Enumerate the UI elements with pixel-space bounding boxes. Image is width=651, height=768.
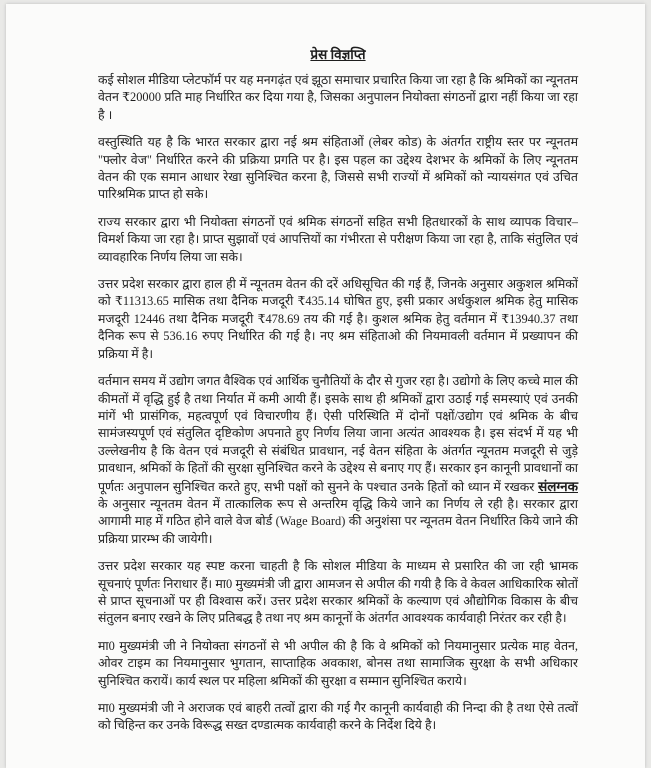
paragraph: वस्तुस्थिति यह है कि भारत सरकार द्वारा नई श्रम संहिताओं (लेबर कोड) के अंतर्गत राष्ट्रीय स्तर पर न्यूनतम "फ्लोर वेज" निर्धारित करने की प्रक्रिया प्रगति पर है। इस पहल का उद्देश्य देशभर के श्रमिकों के लिए न्यूनतम वेतन की एक समान आधार रेखा सुनिश्चित करना है, जिससे सभी राज्यों में श्रमिकों को न्यायसंगत एवं उचित पारिश्रमिक प्राप्त हो सके।	[98, 135, 578, 202]
page-title: प्रेस विज्ञप्ति	[310, 47, 366, 62]
paragraph-text: के अनुसार न्यूनतम वेतन में तात्कालिक रूप से अन्तरिम वृद्धि किये जाने का निर्णय ले रही है। सरकार द्वारा आगामी माह में गठित होने वाले वेज बोर्ड (Wage Board) की अनुशंसा पर न्यूनतम वेतन निर्धारित किये जाने की प्रक्रिया प्रारम्भ की जायेगी।	[98, 496, 578, 546]
document-page	[6, 4, 645, 768]
paragraph-text: वर्तमान समय में उद्योग जगत वैश्विक एवं आर्थिक चुनौतियों के दौर से गुजर रहा है। उद्योगो के लिए कच्चे माल की कीमतों में वृद्धि हुई है तथा निर्यात में कमी आयी हैं। इसके साथ ही श्रमिकों द्वारा उठाई गई समस्याएं एवं उनकी मांगें भी प्रासंगिक, महत्वपूर्ण एवं विचारणीय हैं। ऐसी परिस्थिति में दोनों पक्षों/उद्योग एवं श्रमिक के बीच सामंजस्यपूर्ण एवं संतुलित दृष्टिकोण अपनाते हुए निर्णय लिया जाना अत्यंत आवश्यक है। इस संदर्भ में यह भी उल्लेखनीय है कि वेतन एवं मजदूरी से संबंधित प्रावधान, नई वेतन संहिता के अंतर्गत न्यूनतम मजदूरी से जुड़े प्रावधान, श्रमिकों के हितों की सुरक्षा सुनिश्चित करने के उद्देश्य से बनाए गए हैं। सरकार इन कानूनी प्रावधानों का पूर्णतः अनुपालन सुनिश्चित करते हुए, सभी पक्षों को सुनने के पश्चात उनके हितों को ध्यान में रखकर	[98, 374, 578, 494]
paragraph: राज्य सरकार द्वारा भी नियोक्ता संगठनों एवं श्रमिक संगठनों सहित सभी हितधारकों के साथ व्यापक विचार–विमर्श किया जा रहा है। प्राप्त सुझावों एवं आपत्तियों का गंभीरता से परीक्षण किया जा रहा है, ताकि संतुलित एवं व्यावहारिक निर्णय लिया जा सके।	[98, 214, 578, 264]
paragraph: मा0 मुख्यमंत्री जी ने अराजक एवं बाहरी तत्वों द्वारा की गई गैर कानूनी कार्यवाही की निन्दा की है तथा ऐसे तत्वों को चिहिन्त कर उनके विरूद्ध सख्त दण्डात्मक कार्यवाही करने के निर्देश दिये है।	[98, 701, 578, 733]
paragraph: उत्तर प्रदेश सरकार यह स्पष्ट करना चाहती है कि सोशल मीडिया के माध्यम से प्रसारित की जा रही भ्रामक सूचनाएं पूर्णतः निराधार हैं। मा0 मुख्यमंत्री जी द्वारा आमजन से अपील की गयी है कि वे केवल आधिकारिक स्रोतों से प्राप्त सूचनाओं पर ही विश्वास करें। उत्तर प्रदेश सरकार श्रमिकों के कल्याण एवं औद्योगिक विकास के बीच संतुलन बनाए रखने के लिए प्रतिबद्ध है तथा नए श्रम कानूनों के अंतर्गत आवश्यक कार्यवाही निरंतर कर रही है।	[98, 559, 578, 626]
attachment-reference: संलग्नक	[538, 478, 578, 494]
paragraph: मा0 मुख्यमंत्री जी ने नियोक्ता संगठनों से भी अपील की है कि वे श्रमिकों को नियमानुसार प्रत्येक माह वेतन, ओवर टाइम का नियमानुसार भुगतान, साप्ताहिक अवकाश, बोनस तथा सामाजिक सुरक्षा के सभी अधिकार सुनिश्चित करायें। कार्य स्थल पर महिला श्रमिकों की सुरक्षा व सम्मान सुनिश्चित कराये।	[98, 638, 578, 688]
paragraph: कई सोशल मीडिया प्लेटफॉर्म पर यह मनगढ़ंत एवं झूठा समाचार प्रचारित किया जा रहा है कि श्रमिकों का न्यूनतम वेतन ₹20000 प्रति माह निर्धारित कर दिया गया है, जिसका अनुपालन नियोक्ता संगठनों द्वारा नहीं किया जा रहा है ।	[98, 73, 578, 122]
press-release	[98, 46, 578, 745]
paragraph	[98, 373, 578, 548]
paragraph: उत्तर प्रदेश सरकार द्वारा हाल ही में न्यूनतम वेतन की दरें अधिसूचित की गई हैं, जिनके अनुसार अकुशल श्रमिकों को ₹11313.65 मासिक तथा दैनिक मजदूरी ₹435.14 घोषित हुए, इसी प्रकार अर्धकुशल श्रमिक हेतु मासिक मजदूरी 12446 तथा दैनिक मजदूरी ₹478.69 तय की गई है। कुशल श्रमिक हेतु वर्तमान में ₹13940.37 तथा दैनिक रूप से 536.16 रुपए निर्धारित की गई है। नए श्रम संहिताओ की नियमावली वर्तमान में प्रख्यापन की प्रक्रिया में है।	[98, 277, 578, 361]
